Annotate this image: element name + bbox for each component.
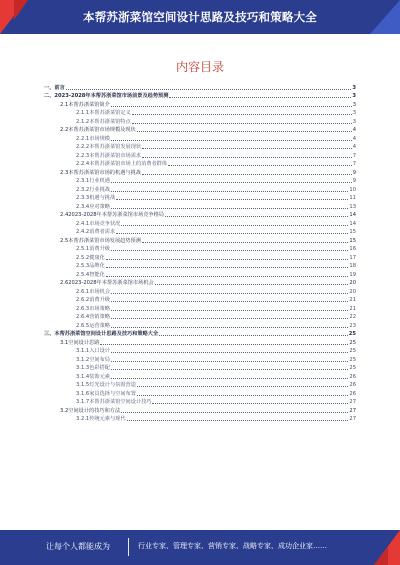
toc-entry[interactable] — [44, 337, 356, 346]
toc-entry-page: 21 — [349, 305, 356, 312]
page-footer — [0, 530, 400, 565]
toc-entry-page: 20 — [349, 288, 356, 295]
toc-entry-page: 22 — [349, 314, 356, 320]
toc-entry-title: 应对策略 — [89, 203, 110, 210]
toc-dot-leader — [111, 191, 348, 192]
toc-entry-number: 2.5 — [60, 237, 69, 244]
toc-entry-page: 9 — [352, 178, 356, 184]
toc-entry-title: 本帮苏浙菜馆市场上的消费者群体 — [89, 161, 168, 167]
toc-entry-number: 3.1.1 — [76, 348, 90, 354]
toc-entry-title: 本帮苏浙菜馆市场规模及现状 — [68, 127, 136, 133]
toc-entry-number: 3.1.4 — [76, 373, 90, 380]
toc-entry-title: 行业挑战 — [89, 186, 110, 193]
toc-entry-title: 市场规模 — [89, 135, 110, 142]
toc-entry-title: 本帮苏浙菜馆市场的机遇与挑战 — [68, 169, 141, 176]
toc-entry[interactable] — [44, 125, 356, 134]
toc-dot-leader — [106, 259, 349, 260]
toc-entry-page: 7 — [352, 152, 356, 159]
toc-entry-number: 3.1.3 — [76, 365, 90, 371]
toc-entry-title: 市场机会 — [89, 288, 110, 295]
toc-entry[interactable] — [44, 261, 356, 270]
toc-entry-page: 4 — [352, 127, 356, 133]
toc-entry-number: 2.2.3 — [76, 152, 90, 159]
toc-entry-number: 3.1 — [60, 339, 69, 346]
toc-entry-number: 2.5.3 — [76, 263, 90, 269]
toc-entry-number: 2.3.4 — [76, 203, 90, 210]
toc-dot-leader — [111, 208, 348, 209]
toc-entry-page: 7 — [352, 161, 356, 167]
toc-entry[interactable] — [44, 397, 356, 406]
toc-entry[interactable] — [44, 159, 356, 168]
toc-entry[interactable] — [44, 278, 356, 287]
toc-entry[interactable] — [44, 184, 356, 193]
toc-entry-number: 2.1 — [60, 101, 69, 108]
toc-dot-leader — [111, 310, 348, 311]
toc-entry[interactable] — [44, 235, 356, 244]
toc-entry[interactable] — [44, 269, 356, 278]
toc-entry[interactable] — [44, 201, 356, 210]
toc-entry-title: 装饰元素 — [89, 373, 110, 380]
toc-entry-page: 16 — [349, 246, 356, 252]
toc-entry[interactable] — [44, 150, 356, 159]
toc-dot-leader — [132, 123, 352, 124]
toc-entry-title: 消费升级 — [89, 246, 110, 252]
toc-entry-number: 3.1.7 — [76, 399, 90, 405]
toc-entry[interactable] — [44, 176, 356, 185]
toc-entry[interactable] — [44, 227, 356, 236]
toc-entry-title: 色彩搭配 — [89, 365, 110, 371]
toc-entry-number: 一、 — [44, 84, 55, 91]
toc-entry[interactable] — [44, 210, 356, 219]
toc-entry-number: 3.2 — [60, 407, 69, 414]
footer-divider — [128, 538, 129, 556]
toc-entry[interactable] — [44, 286, 356, 295]
toc-dot-leader — [111, 301, 348, 302]
toc-entry-page: 21 — [349, 297, 356, 303]
toc-entry[interactable] — [44, 371, 356, 380]
toc-entry-title: 健康化 — [89, 254, 105, 261]
toc-entry-number: 2.6 — [60, 280, 69, 286]
toc-entry-page: 18 — [349, 263, 356, 269]
toc-dot-leader — [111, 182, 352, 183]
toc-dot-leader — [111, 250, 348, 251]
toc-entry-page: 19 — [349, 271, 356, 278]
toc-entry[interactable] — [44, 388, 356, 397]
toc-entry[interactable] — [44, 312, 356, 321]
toc-dot-leader — [100, 344, 348, 345]
toc-entry-page: 25 — [349, 365, 356, 371]
toc-entry-title: 前言 — [54, 84, 65, 91]
toc-dot-leader — [142, 242, 349, 243]
document-title: 本帮苏浙菜馆空间设计思路及技巧和策略大全 — [83, 10, 317, 24]
toc-dot-leader — [111, 369, 348, 370]
toc-entry-title: 2023-2028年本帮苏浙菜馆市场机会 — [68, 280, 154, 286]
toc-dot-leader — [111, 361, 348, 362]
toc-dot-leader — [116, 233, 348, 234]
toc-entry[interactable] — [44, 320, 356, 329]
toc-entry-number: 2.6.5 — [76, 322, 90, 329]
toc-entry-page: 25 — [349, 348, 356, 354]
toc-entry-page: 3 — [352, 84, 356, 91]
toc-heading: 内容目录 — [175, 60, 224, 74]
toc-entry-page: 14 — [349, 220, 356, 227]
toc-entry[interactable] — [44, 329, 356, 338]
toc-entry-number: 2.3 — [60, 169, 69, 176]
toc-entry-title: 运营策略 — [89, 322, 110, 329]
toc-entry-number: 3.1.6 — [76, 390, 90, 397]
toc-entry-number: 3.1.5 — [76, 382, 90, 388]
toc-entry[interactable] — [44, 82, 356, 91]
toc-entry-page: 4 — [352, 135, 356, 142]
toc-dot-leader — [155, 284, 349, 285]
toc-dot-leader — [121, 225, 348, 226]
toc-entry-title: 本帮苏浙菜馆简介 — [68, 101, 110, 108]
toc-dot-leader — [168, 165, 352, 166]
toc-entry[interactable] — [44, 193, 356, 202]
toc-entry-title: 空间布局 — [89, 356, 110, 363]
toc-entry-page: 11 — [349, 195, 356, 201]
toc-entry-page: 27 — [349, 416, 356, 422]
toc-entry-page: 25 — [348, 331, 356, 337]
toc-dot-leader — [111, 293, 348, 294]
toc-entry[interactable] — [44, 414, 356, 423]
toc-dot-leader — [152, 403, 348, 404]
toc-dot-leader — [111, 327, 348, 328]
toc-entry[interactable] — [44, 244, 356, 253]
toc-entry-title: 灯光设计与氛围营造 — [89, 382, 136, 388]
toc-entry-number: 2.3.1 — [76, 178, 90, 184]
toc-entry-title: 本帮苏浙菜馆市场需求 — [89, 152, 142, 159]
toc-entry-title: 本帮苏浙菜馆空间设计思路及技巧和策略大全 — [54, 331, 159, 337]
toc-entry-page: 17 — [349, 254, 356, 261]
toc-entry-title: 本帮苏浙菜馆定义 — [89, 110, 131, 116]
toc-entry-title: 行业机遇 — [89, 178, 110, 184]
toc-entry-number: 2.2 — [60, 127, 69, 133]
toc-entry-page: 3 — [352, 93, 356, 99]
toc-entry-page: 13 — [349, 203, 356, 210]
toc-entry[interactable] — [44, 354, 356, 363]
toc-entry-number: 3.2.1 — [76, 416, 90, 422]
toc-entry[interactable] — [44, 303, 356, 312]
toc-entry-title: 入口设计 — [89, 348, 110, 354]
toc-entry[interactable] — [44, 91, 356, 100]
toc-dot-leader — [137, 386, 348, 387]
toc-dot-leader — [106, 267, 349, 268]
toc-dot-leader — [106, 276, 349, 277]
toc-entry-title: 空间设计的技巧和方法 — [68, 407, 121, 414]
toc-dot-leader — [127, 420, 349, 421]
toc-entry-title: 空间设计思路 — [68, 339, 100, 346]
table-of-contents — [44, 82, 356, 422]
toc-entry-title: 市场策略 — [89, 305, 110, 312]
toc-entry-title: 市场竞争状况 — [89, 220, 121, 227]
toc-entry-page: 10 — [349, 186, 356, 193]
toc-entry[interactable] — [44, 218, 356, 227]
toc-entry-title: 2023-2028年本帮苏浙菜馆市场竞争格局 — [68, 212, 164, 218]
toc-entry-page: 14 — [349, 212, 356, 218]
toc-dot-leader — [66, 89, 352, 90]
toc-entry-page: 4 — [352, 144, 356, 150]
toc-dot-leader — [137, 131, 352, 132]
toc-dot-leader — [111, 106, 352, 107]
toc-dot-leader — [169, 97, 351, 98]
toc-entry[interactable] — [44, 295, 356, 304]
toc-entry[interactable] — [44, 99, 356, 108]
toc-entry-number: 2.5.4 — [76, 271, 90, 278]
toc-dot-leader — [132, 114, 352, 115]
toc-entry-page: 25 — [349, 339, 356, 346]
toc-entry-title: 品牌化 — [89, 263, 105, 269]
footer-dark-red-corner-shape — [374, 547, 388, 565]
toc-entry-number: 2.3.2 — [76, 186, 90, 193]
toc-entry-title: 营销策略 — [89, 314, 110, 320]
toc-entry-title: 机遇与挑战 — [89, 195, 116, 201]
toc-dot-leader — [111, 352, 348, 353]
toc-entry-number: 2.5.2 — [76, 254, 90, 261]
toc-entry-number: 2.4.2 — [76, 229, 90, 235]
toc-entry-number: 2.3.3 — [76, 195, 90, 201]
toc-entry-number: 2.4.1 — [76, 220, 90, 227]
toc-entry-page: 23 — [349, 322, 356, 329]
toc-entry-title: 本帮苏浙菜馆特点 — [89, 118, 131, 125]
footer-slogan-left: 让每个人都能成为 — [46, 542, 110, 551]
toc-entry-page: 15 — [349, 237, 356, 244]
toc-entry-page: 3 — [352, 101, 356, 108]
toc-entry[interactable] — [44, 252, 356, 261]
toc-dot-leader — [142, 174, 352, 175]
toc-entry-title: 消费者需求 — [89, 229, 116, 235]
toc-entry-page: 9 — [352, 169, 356, 176]
toc-entry-number: 2.6.2 — [76, 297, 90, 303]
toc-entry-title: 传统元素与现代 — [89, 416, 126, 422]
toc-dot-leader — [142, 148, 352, 149]
toc-entry-page: 26 — [349, 373, 356, 380]
toc-entry[interactable] — [44, 380, 356, 389]
toc-entry-page: 27 — [349, 407, 356, 414]
toc-entry[interactable] — [44, 116, 356, 125]
toc-entry-title: 消费升级 — [89, 297, 110, 303]
toc-entry-number: 2.6.1 — [76, 288, 90, 295]
footer-slogan-right: 行业专家、管理专家、营销专家、战略专家、成功企业家…… — [138, 542, 327, 550]
toc-dot-leader — [142, 157, 352, 158]
toc-dot-leader — [111, 378, 348, 379]
toc-entry[interactable] — [44, 405, 356, 414]
toc-entry-number: 2.1.2 — [76, 118, 90, 125]
toc-entry-page: 27 — [349, 399, 356, 405]
toc-entry[interactable] — [44, 363, 356, 372]
toc-entry-page: 15 — [349, 229, 356, 235]
toc-entry-number: 2.6.3 — [76, 305, 90, 312]
toc-entry-page: 26 — [349, 382, 356, 388]
toc-entry-title: 2023-2028年本帮苏浙菜馆市场前景及趋势预测 — [54, 93, 169, 99]
toc-entry[interactable] — [44, 108, 356, 117]
toc-dot-leader — [165, 216, 348, 217]
toc-dot-leader — [111, 140, 352, 141]
toc-entry-number: 2.1.1 — [76, 110, 90, 116]
toc-entry-page: 26 — [349, 390, 356, 397]
toc-entry-page: 25 — [349, 356, 356, 363]
toc-entry-page: 3 — [352, 118, 356, 125]
toc-entry-number: 3.1.2 — [76, 356, 90, 363]
toc-entry[interactable] — [44, 133, 356, 142]
toc-entry[interactable] — [44, 346, 356, 355]
toc-entry-number: 2.2.4 — [76, 161, 90, 167]
toc-entry-page: 20 — [349, 280, 356, 286]
toc-entry[interactable] — [44, 142, 356, 151]
toc-entry-title: 本帮苏浙菜馆发展现状 — [89, 144, 142, 150]
toc-dot-leader — [137, 395, 348, 396]
toc-entry[interactable] — [44, 167, 356, 176]
toc-entry-number: 2.5.1 — [76, 246, 90, 252]
toc-dot-leader — [121, 412, 348, 413]
toc-entry-number: 2.4 — [60, 212, 69, 218]
toc-dot-leader — [159, 335, 348, 336]
toc-entry-title: 家具选择与空间布置 — [89, 390, 136, 397]
toc-entry-title: 智能化 — [89, 271, 105, 278]
toc-entry-number: 2.2.2 — [76, 144, 90, 150]
toc-entry-title: 本帮苏浙菜馆空间设计技巧 — [89, 399, 152, 405]
toc-entry-number: 2.6.4 — [76, 314, 90, 320]
toc-entry-title: 本帮苏浙菜馆市场发展趋势预测 — [68, 237, 141, 244]
toc-entry-page: 3 — [352, 110, 356, 116]
toc-entry-number: 2.2.1 — [76, 135, 90, 142]
toc-dot-leader — [116, 199, 348, 200]
toc-entry-number: 三、 — [44, 331, 55, 337]
toc-dot-leader — [111, 318, 348, 319]
toc-entry-number: 二、 — [44, 93, 55, 99]
page-header — [0, 0, 400, 34]
